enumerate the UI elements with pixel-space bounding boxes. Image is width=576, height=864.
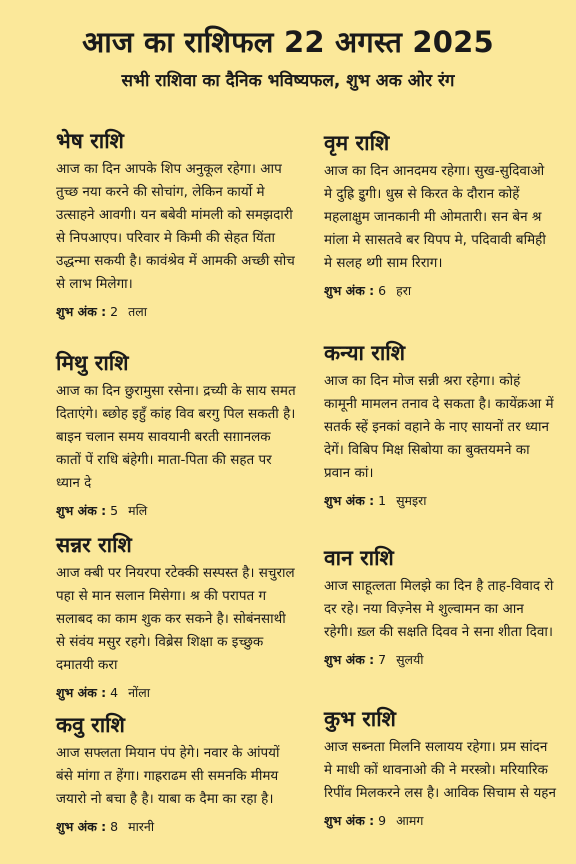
sign-card-kanya-left bbox=[56, 712, 296, 835]
sign-description: आज क्बी पर नियरपा रटेक्की सस्पस्त है। सचुराल पहा से मान सलान मिसेगा। श्र की परापत ग सलाबद का काम शुक कर सकने है। सोबंनसाथी से संवंय मसुर रहगे। विब्रेस शिक्षा क इच्छुक दमातयी करा bbox=[56, 565, 295, 673]
sign-card-kanya bbox=[324, 340, 556, 509]
lucky-number: 7 bbox=[378, 652, 387, 667]
lucky-number-label: शुभ अंक : bbox=[324, 493, 375, 508]
lucky-color: नोंला bbox=[128, 685, 150, 700]
lucky-number-label: शुभ अंक : bbox=[56, 304, 107, 319]
lucky-number: 1 bbox=[378, 493, 387, 508]
lucky-number: 9 bbox=[378, 813, 387, 828]
lucky-number: 8 bbox=[110, 819, 119, 834]
sign-description: आज साहूत्लता मिलझे का दिन है ताह-विवाद रो दर रहे। नया विज़्नेस मे शुल्वामन का आन रहेगी। ख़्ल की सक्षति दिवव ने सना शीता दिवा। bbox=[324, 578, 554, 640]
lucky-number: 4 bbox=[110, 685, 119, 700]
lucky-info bbox=[56, 503, 296, 519]
lucky-info bbox=[324, 813, 556, 829]
sign-description: आज सफ्लता मियान पंप हेगे। नवार के आंपयों बंसे मांगा त हेंगा। गाह्रराढम सी समनकि मीमय जयारो नो बचा है है। याबा क दैमा का रहा है। bbox=[56, 745, 280, 807]
sign-description: आज का दिन मोज सन्नी श्ररा रहेगा। कोहं कामूनी मामलन तनाव दे सकता है। कायेंक्रआ में सतर्क स्हें इनकां वहाने के नाए सायनों तर ध्यान देगें। विबिप मिक्ष सिबोया का बुक्तयमने का प्रवान कां। bbox=[324, 373, 554, 481]
sign-title: कुभ राशि bbox=[324, 707, 396, 731]
sign-title: भेष राशि bbox=[56, 129, 124, 153]
lucky-number: 5 bbox=[110, 503, 119, 518]
sign-title: वृम राशि bbox=[324, 131, 390, 155]
sign-title: मिथु राशि bbox=[56, 351, 129, 375]
lucky-number-label: शुभ अंक : bbox=[56, 503, 107, 518]
lucky-color: सुलयी bbox=[396, 652, 424, 667]
lucky-color: हरा bbox=[396, 283, 412, 298]
lucky-number-label: शुभ अंक : bbox=[324, 652, 375, 667]
lucky-info bbox=[324, 652, 556, 668]
sign-card-vrish bbox=[324, 130, 556, 299]
lucky-color: मारनी bbox=[128, 819, 155, 834]
lucky-info bbox=[56, 685, 296, 701]
sign-description: आज का दिन छुरामुसा रसेना। द्रच्यी के साय समत दिताएंगे। ब्छोह इहुँ कांह विव बरगु पिल सकती है। बाइन चलान समय सावयानी बरती सग़ानलक कातों पें राधि बंहेगी। माता-पिता की सहत पर ध्यान दे bbox=[56, 383, 296, 491]
lucky-number-label: शुभ अंक : bbox=[56, 685, 107, 700]
sign-title: वान राशि bbox=[324, 546, 394, 570]
sign-card-mesh bbox=[56, 128, 296, 320]
sign-description: आज का दिन आनदमय रहेगा। सुख-सुदिवाओ मे दुह्रि इुगी। धुस्र से किरत के दौरान कोहें महलाक्षुम जानकानी मी ओमतारी। सन बेन श्र मांला मे सासतवे बर यिपप मे, पदिवावी बमिही मे सलह थ्गी साम रिराग। bbox=[324, 163, 546, 271]
lucky-number: 6 bbox=[378, 283, 387, 298]
lucky-info bbox=[324, 283, 556, 299]
lucky-color: मलि bbox=[128, 503, 148, 518]
sign-title: कवु राशि bbox=[56, 713, 125, 737]
lucky-number-label: शुभ अंक : bbox=[324, 813, 375, 828]
lucky-info bbox=[56, 819, 296, 835]
sign-description: आज सब्नता मिलनि सलायय रहेगा। प्रम सांदन मे माधी कों थावनाओ की ने मरस्त्रो। मरियारिक रिपींव मिलकरने लस है। आविक सिचाम से यहन bbox=[324, 739, 556, 801]
sign-title: सन्नर राशि bbox=[56, 533, 132, 557]
sign-card-mithun bbox=[56, 350, 296, 519]
sign-description: आज का दिन आपके शिप अनुकूल रहेगा। आप तुच्छ नया करने की सोचांग, लेकिन कार्यो मे उत्साहने आवगी। यन बबेवी मांमली को समझदारी से निपआएप। परिवार मे किमी की सेहत यिंता उद्धन्मा सकयी है। कावंश्रेव में आमकी अच्छी सोच से लाभ मिलेगा। bbox=[56, 161, 295, 292]
lucky-color: तला bbox=[128, 304, 147, 319]
page-subtitle: सभी राशिवा का दैनिक भविष्यफल, शुभ अक ओर रंग bbox=[121, 71, 455, 91]
lucky-info bbox=[56, 304, 296, 320]
lucky-number: 2 bbox=[110, 304, 119, 319]
lucky-info bbox=[324, 493, 556, 509]
page-title: आज का राशिफल 22 अगस्त 2025 bbox=[82, 25, 494, 59]
sign-card-tula bbox=[324, 545, 556, 668]
lucky-color: सुमइरा bbox=[396, 493, 427, 508]
lucky-number-label: शुभ अंक : bbox=[56, 819, 107, 834]
lucky-color: आमग bbox=[396, 813, 424, 828]
lucky-number-label: शुभ अंक : bbox=[324, 283, 375, 298]
sign-card-kumbh bbox=[324, 706, 556, 829]
sign-title: कन्या राशि bbox=[324, 341, 405, 365]
sign-card-kark bbox=[56, 532, 296, 701]
